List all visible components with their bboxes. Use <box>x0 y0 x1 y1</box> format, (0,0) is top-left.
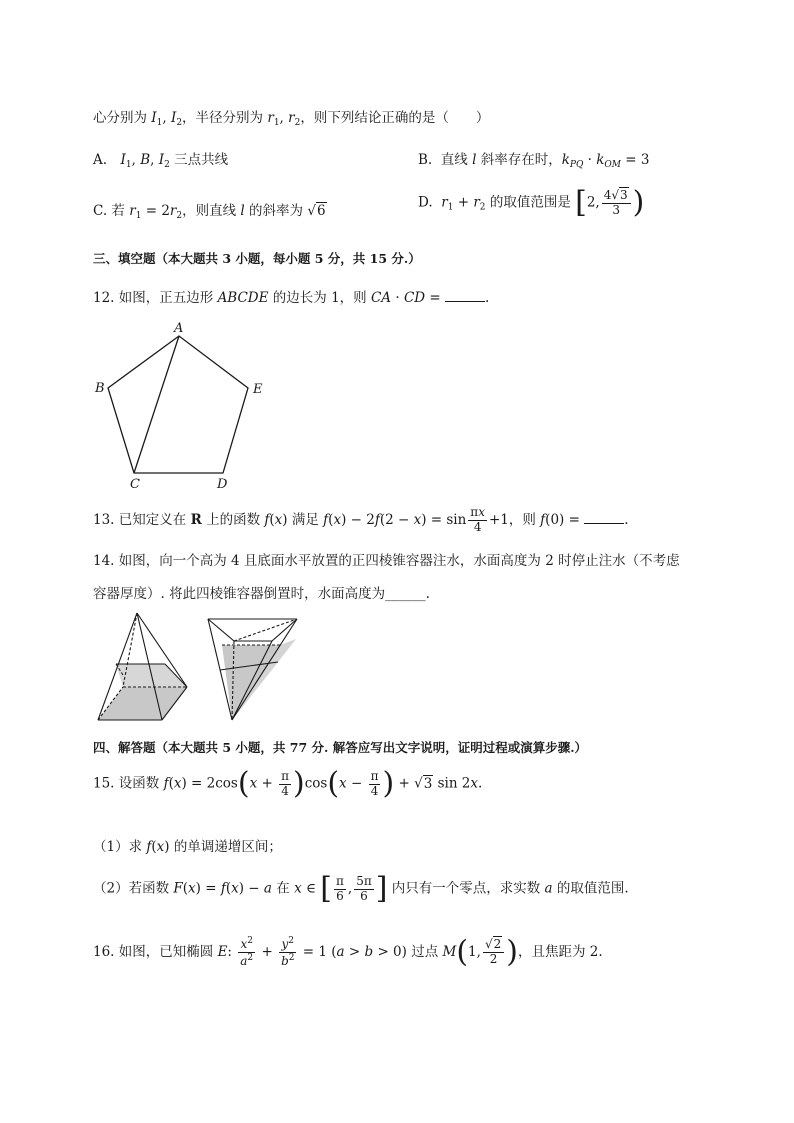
label-c: C <box>130 477 140 492</box>
q15-stem: 15. 设函数 f(x) = 2cos(x + $\frac{\pi}{4}$ )cos(x − $\frac{\pi}{4}$ ) + √3 sin 2x. <box>93 766 483 801</box>
q14-line-1: 14. 如图，向一个高为 4 且底面水平放置的正四棱锥容器注水，水面高度为 2 时停止注水（不考虑 <box>93 553 680 569</box>
section-4-heading: 四、解答题（本大题共 5 小题，共 77 分. 解答应写出文字说明，证明过程或演算步骤.） <box>93 740 588 755</box>
q14-line-2: 容器厚度）. 将此四棱锥容器倒置时，水面高度为______. <box>93 586 430 602</box>
q12-text: 12. 如图，正五边形 ABCDE 的边长为 1，则 CA · CD = . <box>93 290 490 306</box>
label-e: E <box>253 382 263 397</box>
pentagon-outline <box>108 336 248 473</box>
q11-option-b: B. 直线 l 斜率存在时，$k_{PQ} \cdot k_{OM} = 3$ <box>418 152 650 170</box>
q11-option-d: D. $r_1 + r_2$ 的取值范围是 [2, $\frac{4√3}{3}$ ) <box>418 185 645 220</box>
q11-stem: 心分别为 $I_1$, $I_2$，半径分别为 $r_1$, $r_2$，则下列结论正确的是（ ） <box>93 110 490 128</box>
label-b: B <box>95 381 105 396</box>
q15-part-1: （1）求 f(x) 的单调递增区间； <box>93 839 282 855</box>
diagonal-ca <box>134 336 179 473</box>
q11-option-a: A. $I_1$, B, $I_2$ 三点共线 <box>93 152 229 170</box>
q15-part-2: （2）若函数 F(x) = f(x) − a 在 x ∈ [ $\frac{\pi}{6}$ , $\frac{5\pi}{6}$ ] 内只有一个零点，求实数 a 的取值范围. <box>93 871 629 906</box>
water-upright <box>98 687 187 720</box>
q11-option-c: C. 若 $r_1 = 2r_2$，则直线 l 的斜率为 √6 <box>93 203 326 221</box>
pentagon-figure <box>90 318 280 493</box>
pyramid-figure <box>90 605 305 727</box>
q16-text: 16. 如图，已知椭圆 E: $\frac{x^2}{a^2}$ + $\frac{y^2}{b^2}$ = 1 (a > b > 0) 过点 M(1, $\frac{√2}{2}$ )，且焦距为 2. <box>93 934 603 970</box>
section-3-heading: 三、填空题（本大题共 3 小题，每小题 5 分，共 15 分.） <box>93 251 421 266</box>
q13-text: 13. 已知定义在 R 上的函数 f(x) 满足 f(x) − 2f(2 − x) = sin $\frac{\pi x}{4}$ +1，则 f(0) = . <box>93 505 629 534</box>
label-d: D <box>217 477 228 492</box>
label-a: A <box>174 321 184 336</box>
